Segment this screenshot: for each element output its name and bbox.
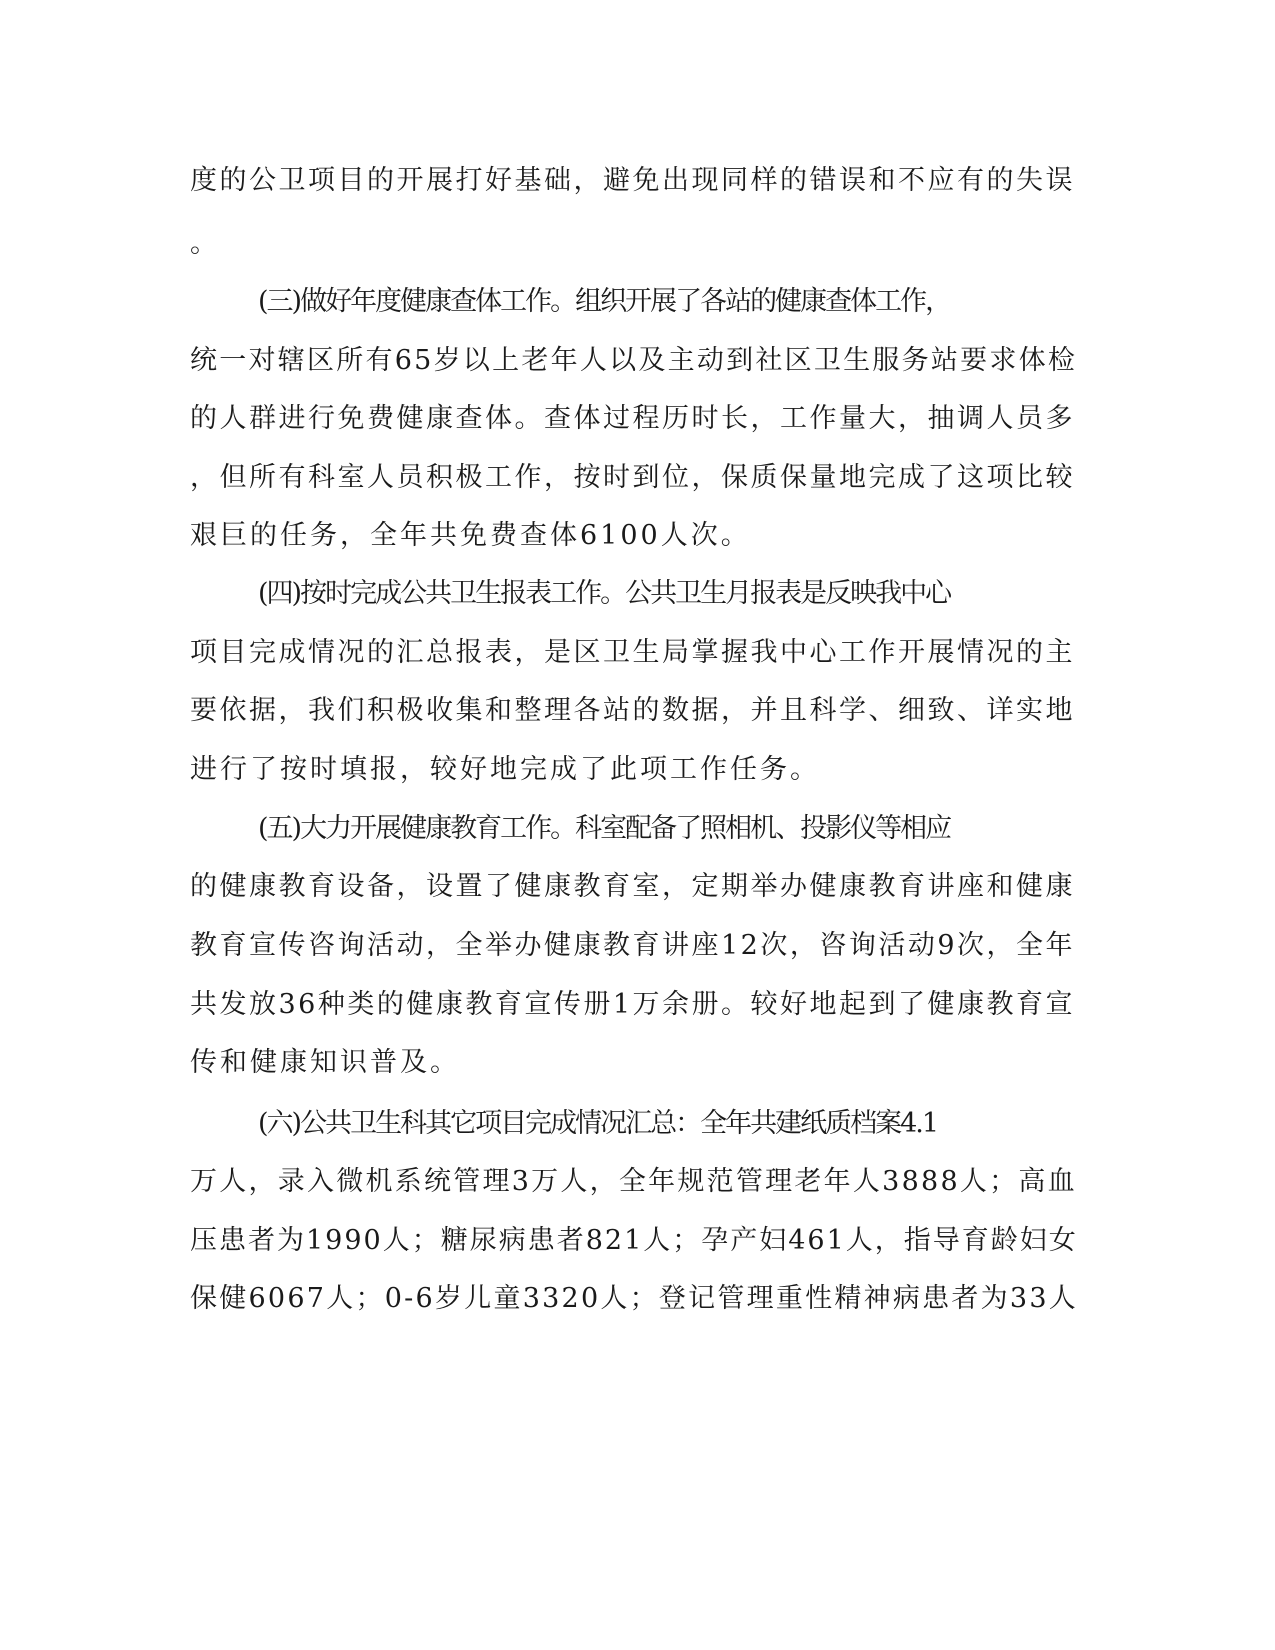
text-line: 艰巨的任务，全年共免费查体6100人次。 <box>190 520 751 551</box>
text-line: 的人群进行免费健康查体。查体过程历时长，工作量大，抽调人员多 <box>190 403 1075 434</box>
text-line: 万人，录入微机系统管理3万人，全年规范管理老年人3888人；高血 <box>190 1166 1077 1197</box>
paragraph-start: (三)做好年度健康查体工作。组织开展了各站的健康查体工作， <box>258 286 951 317</box>
text-line: 共发放36种类的健康教育宣传册1万余册。较好地起到了健康教育宣 <box>190 989 1076 1020</box>
text-line: 教育宣传咨询活动，全举办健康教育讲座12次，咨询活动9次，全年 <box>190 930 1076 961</box>
paragraph-start: (五)大力开展健康教育工作。科室配备了照相机、投影仪等相应 <box>258 813 951 844</box>
text-line: 压患者为1990人；糖尿病患者821人；孕产妇461人，指导育龄妇女 <box>190 1225 1078 1256</box>
text-line: 要依据，我们积极收集和整理各站的数据，并且科学、细致、详实地 <box>190 695 1075 726</box>
text-line: 进行了按时填报，较好地完成了此项工作任务。 <box>190 754 820 785</box>
text-line: 项目完成情况的汇总报表，是区卫生局掌握我中心工作开展情况的主 <box>190 637 1075 668</box>
text-line: 度的公卫项目的开展打好基础，避免出现同样的错误和不应有的失误 <box>190 165 1075 196</box>
text-line: 。 <box>190 228 220 259</box>
paragraph-start: (六)公共卫生科其它项目完成情况汇总：全年共建纸质档案4.1 <box>258 1108 938 1139</box>
paragraph-start: (四)按时完成公共卫生报表工作。公共卫生月报表是反映我中心 <box>258 578 951 609</box>
text-line: 统一对辖区所有65岁以上老年人以及主动到社区卫生服务站要求体检 <box>190 345 1078 376</box>
text-line: 保健6067人；0-6岁儿童3320人；登记管理重性精神病患者为33人 <box>190 1283 1079 1314</box>
text-line: 的健康教育设备，设置了健康教育室，定期举办健康教育讲座和健康 <box>190 871 1075 902</box>
text-line: ，但所有科室人员积极工作，按时到位，保质保量地完成了这项比较 <box>190 462 1075 493</box>
text-line: 传和健康知识普及。 <box>190 1047 460 1078</box>
